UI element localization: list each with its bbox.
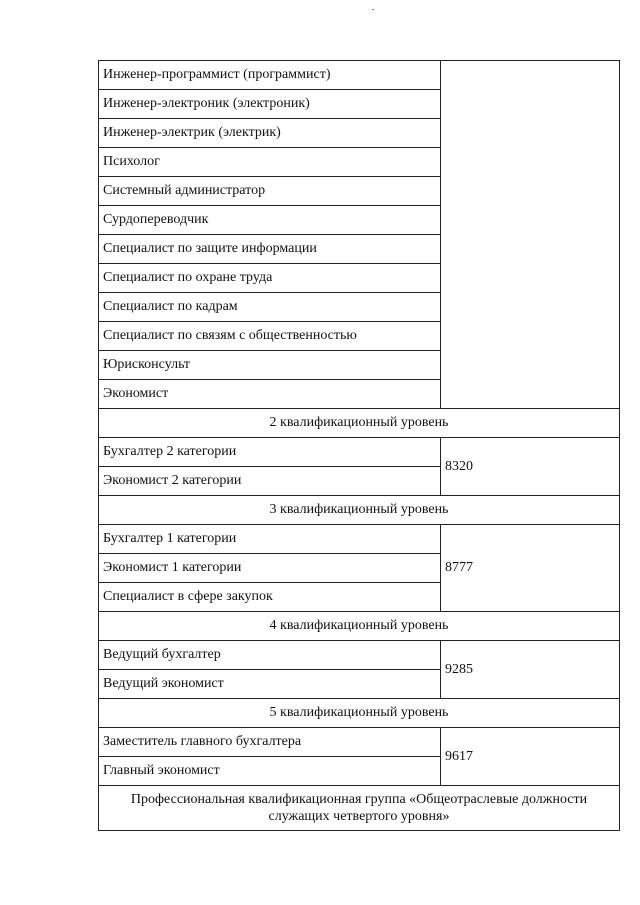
group-header-row [99, 786, 620, 831]
table-row [99, 525, 620, 554]
group-title: Профессиональная квалификационная группа «Общеотраслевые должности служащих четвертого уровня» [99, 786, 620, 831]
level-title: 3 квалификационный уровень [99, 496, 620, 525]
position-cell: Системный администратор [99, 177, 441, 206]
level-title: 2 квалификационный уровень [99, 409, 620, 438]
position-cell: Юрисконсульт [99, 351, 441, 380]
salary-value: 8320 [441, 438, 620, 496]
position-cell: Специалист по кадрам [99, 293, 441, 322]
salary-cell-empty [441, 61, 620, 409]
position-cell: Главный экономист [99, 757, 441, 786]
salary-table-page [98, 60, 619, 831]
position-cell: Специалист по связям с общественностью [99, 322, 441, 351]
table-row [99, 438, 620, 467]
level-header-row [99, 409, 620, 438]
position-cell: Специалист по охране труда [99, 264, 441, 293]
position-cell: Бухгалтер 1 категории [99, 525, 441, 554]
position-cell: Бухгалтер 2 категории [99, 438, 441, 467]
level-header-row [99, 496, 620, 525]
qualification-table [98, 60, 620, 831]
position-cell: Экономист 1 категории [99, 554, 441, 583]
level-header-row [99, 699, 620, 728]
level-title: 5 квалификационный уровень [99, 699, 620, 728]
level-title: 4 квалификационный уровень [99, 612, 620, 641]
salary-value: 9617 [441, 728, 620, 786]
position-cell: Инженер-электроник (электроник) [99, 90, 441, 119]
position-cell: Инженер-программист (программист) [99, 61, 441, 90]
table-row [99, 728, 620, 757]
position-cell: Сурдопереводчик [99, 206, 441, 235]
position-cell: Ведущий экономист [99, 670, 441, 699]
position-cell: Психолог [99, 148, 441, 177]
scan-mark [372, 9, 374, 10]
position-cell: Инженер-электрик (электрик) [99, 119, 441, 148]
level-header-row [99, 612, 620, 641]
position-cell: Заместитель главного бухгалтера [99, 728, 441, 757]
salary-value: 8777 [441, 525, 620, 612]
position-cell: Ведущий бухгалтер [99, 641, 441, 670]
position-cell: Экономист [99, 380, 441, 409]
position-cell: Специалист в сфере закупок [99, 583, 441, 612]
table-row [99, 61, 620, 90]
position-cell: Экономист 2 категории [99, 467, 441, 496]
salary-value: 9285 [441, 641, 620, 699]
position-cell: Специалист по защите информации [99, 235, 441, 264]
table-row [99, 641, 620, 670]
